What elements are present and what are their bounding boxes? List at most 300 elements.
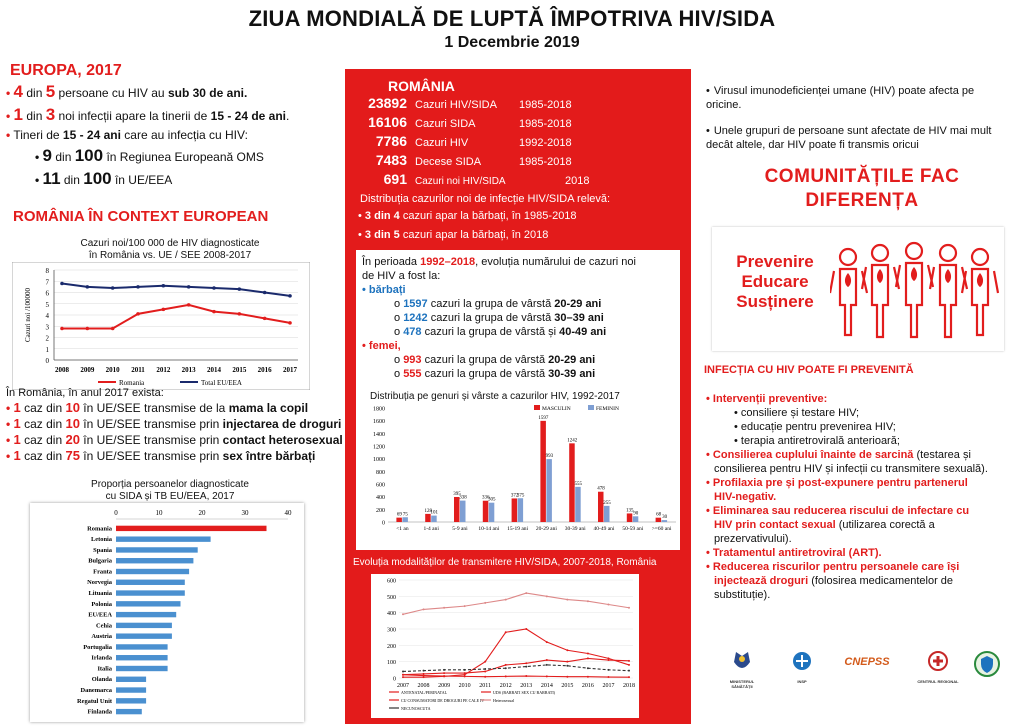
bar-bulgaria bbox=[116, 558, 193, 563]
category-label: 40-49 ani bbox=[593, 526, 615, 532]
x-tick-label: 2010 bbox=[458, 683, 471, 689]
data-label: 305 bbox=[488, 497, 496, 503]
stat-years: 1985-2018 bbox=[519, 99, 572, 111]
prevention-heading: INFECȚIA CU HIV POATE FI PREVENITĂ bbox=[704, 364, 914, 376]
data-label: 30 bbox=[662, 515, 668, 521]
data-point bbox=[525, 628, 527, 630]
x-tick-label: 40 bbox=[284, 509, 292, 517]
stat-number: 691 bbox=[383, 171, 407, 187]
data-point bbox=[546, 659, 548, 661]
legend-label: CU CONSUMATORI DE DROGURI PE CALE IV bbox=[401, 698, 485, 703]
y-tick-label: 800 bbox=[376, 469, 385, 476]
category-label: Olanda bbox=[91, 676, 112, 684]
page-date: 1 Decembrie 2019 bbox=[444, 34, 580, 51]
data-point bbox=[566, 649, 568, 651]
bar-cehia bbox=[116, 623, 172, 628]
data-point bbox=[187, 303, 191, 307]
men-label: • bărbați bbox=[362, 284, 406, 296]
bar-feminin bbox=[633, 516, 639, 522]
data-label: 336 bbox=[482, 495, 490, 501]
romania-2017-intro: În România, în anul 2017 exista: bbox=[6, 387, 164, 399]
stat-number: 16106 bbox=[368, 114, 407, 130]
data-label: 1242 bbox=[567, 438, 578, 444]
x-tick-label: 2008 bbox=[55, 366, 69, 374]
x-tick-label: 2011 bbox=[479, 683, 492, 689]
x-tick-label: 2014 bbox=[207, 366, 221, 374]
paper-people-ribbons-illustration bbox=[830, 235, 1000, 343]
romania-fact-1: • 1 caz din 10 în UE/SEE transmise de la mama la copil bbox=[6, 400, 309, 415]
category-label: Lituania bbox=[88, 589, 112, 597]
sublist-item: • terapia antiretrovirală anterioară; bbox=[734, 435, 900, 447]
y-tick-label: 200 bbox=[376, 507, 385, 514]
romania-fact-4: • 1 caz din 75 în UE/SEE transmise prin sex între bărbați bbox=[6, 448, 316, 463]
data-point bbox=[525, 592, 527, 594]
category-label: Italia bbox=[97, 665, 112, 673]
y-tick-label: 5 bbox=[45, 300, 49, 309]
europa-heading: EUROPA, 2017 bbox=[10, 62, 122, 79]
data-point bbox=[566, 599, 568, 601]
bar-feminin bbox=[604, 506, 610, 522]
category-label: 30-39 ani bbox=[564, 526, 586, 532]
x-tick-label: 2016 bbox=[581, 683, 594, 689]
legend-swatch bbox=[534, 405, 540, 410]
y-tick-label: 400 bbox=[376, 495, 385, 502]
y-tick-label: 1400 bbox=[373, 431, 385, 438]
bar-masculin bbox=[454, 497, 460, 522]
bar-masculin bbox=[627, 513, 633, 522]
data-point bbox=[443, 669, 445, 671]
category-label: 15-19 ani bbox=[507, 526, 529, 532]
romania-stats-list bbox=[347, 95, 589, 190]
category-label: Spania bbox=[93, 546, 112, 554]
data-point bbox=[423, 673, 425, 675]
romania-heading: ROMÂNIA bbox=[388, 78, 455, 94]
europa-fact-1: • 4 din 5 persoane cu HIV au sub 30 de ani. bbox=[6, 82, 248, 101]
category-label: Cehia bbox=[96, 622, 112, 630]
bar-portugalia bbox=[116, 644, 168, 649]
data-point bbox=[60, 327, 64, 331]
data-point bbox=[162, 284, 166, 288]
data-point bbox=[484, 661, 486, 663]
distrib-fact-1: • 3 din 4 cazuri apar la bărbați, în 1985-2018 bbox=[358, 210, 577, 222]
category-label: 1-4 ani bbox=[423, 526, 439, 532]
age-row: o 1242 cazuri la grupa de vârstă 30–39 ani bbox=[394, 312, 604, 324]
bar-masculin bbox=[656, 518, 662, 522]
bar-feminin bbox=[460, 501, 466, 522]
bar-masculin bbox=[540, 421, 546, 522]
data-label: 68 bbox=[656, 512, 662, 518]
data-point bbox=[525, 662, 527, 664]
data-point bbox=[484, 676, 486, 678]
data-point bbox=[443, 607, 445, 609]
x-tick-label: 20 bbox=[198, 509, 206, 517]
stat-row bbox=[347, 114, 589, 133]
legend-label: UDS (BARBATI SEX CU BARBATI) bbox=[493, 690, 556, 695]
bar-masculin bbox=[512, 498, 517, 522]
communities-heading: COMUNITĂȚILE FAC DIFERENȚA bbox=[764, 166, 960, 211]
data-point bbox=[162, 308, 166, 312]
legend-label: MASCULIN bbox=[542, 406, 571, 412]
x-tick-label: 2018 bbox=[623, 683, 635, 689]
y-tick-label: 3 bbox=[45, 323, 49, 332]
category-label: Polonia bbox=[91, 600, 112, 608]
x-tick-label: 2013 bbox=[520, 683, 533, 689]
bar-danemarca bbox=[116, 687, 146, 692]
data-point bbox=[464, 605, 466, 607]
category-label: 20-29 ani bbox=[535, 526, 557, 532]
stat-row bbox=[347, 133, 589, 152]
legend-label: Romania bbox=[119, 379, 145, 387]
y-tick-label: 8 bbox=[45, 267, 49, 275]
right-para-1: • Virusul imunodeficienței umane (HIV) poate afecta pe oricine. bbox=[706, 85, 975, 111]
data-point bbox=[212, 286, 216, 290]
category-label: Letonia bbox=[91, 536, 112, 544]
prevention-words: Prevenire Educare Susținere bbox=[736, 252, 814, 311]
data-point bbox=[505, 631, 507, 633]
y-tick-label: 600 bbox=[387, 578, 396, 585]
stat-years: 1985-2018 bbox=[519, 156, 572, 168]
category-label: Portugalia bbox=[83, 643, 112, 651]
data-point bbox=[86, 285, 90, 289]
data-label: 338 bbox=[459, 495, 467, 501]
x-tick-label: 2017 bbox=[602, 683, 615, 689]
x-tick-label: 2012 bbox=[156, 366, 171, 374]
data-point bbox=[212, 310, 216, 314]
y-tick-label: 4 bbox=[45, 312, 49, 320]
data-label: 478 bbox=[597, 486, 605, 492]
romania-fact-2: • 1 caz din 10 în UE/SEE transmise prin injectarea de droguri bbox=[6, 416, 342, 431]
stat-label: Cazuri HIV bbox=[415, 137, 469, 149]
series-line bbox=[403, 665, 629, 672]
y-tick-label: 600 bbox=[376, 482, 385, 489]
stat-years: 1992-2018 bbox=[519, 137, 572, 149]
stat-label: Cazuri HIV/SIDA bbox=[415, 99, 497, 111]
x-tick-label: 30 bbox=[241, 509, 249, 517]
y-tick-label: 0 bbox=[393, 676, 396, 683]
women-list bbox=[394, 354, 595, 382]
bar-feminin bbox=[546, 459, 552, 522]
x-tick-label: 2009 bbox=[80, 366, 95, 374]
bar-regatulunit bbox=[116, 698, 146, 703]
distrib-intro: Distribuția cazurilor noi de infecție HIV/SIDA relevă: bbox=[360, 193, 611, 205]
hiv-new-cases-line-chart bbox=[12, 262, 310, 390]
category-label: Danemarca bbox=[80, 686, 112, 694]
category-label: Bulgaria bbox=[88, 557, 112, 565]
y-tick-label: 1600 bbox=[373, 419, 385, 426]
category-label: EU/EEA bbox=[88, 611, 112, 619]
stat-number: 23892 bbox=[368, 95, 407, 111]
bar-lituania bbox=[116, 590, 185, 595]
logos-row bbox=[716, 650, 1016, 690]
x-tick-label: 10 bbox=[155, 509, 163, 517]
y-tick-label: 1200 bbox=[373, 444, 385, 451]
data-label: 555 bbox=[574, 481, 582, 487]
data-point bbox=[607, 657, 609, 659]
x-tick-label: 2012 bbox=[499, 683, 512, 689]
sublist-item: • consiliere și testare HIV; bbox=[734, 407, 860, 419]
data-point bbox=[60, 282, 64, 286]
transmission-line-chart bbox=[371, 574, 639, 718]
x-tick-label: 2011 bbox=[131, 366, 145, 374]
bar-romania bbox=[116, 526, 267, 531]
stat-label: Cazuri SIDA bbox=[415, 118, 476, 130]
age-row: o 993 cazuri la grupa de vârstă 20-29 ani bbox=[394, 354, 596, 366]
x-tick-label: 2007 bbox=[397, 683, 409, 689]
data-label: 90 bbox=[633, 511, 639, 517]
data-point bbox=[484, 602, 486, 604]
series-line bbox=[403, 658, 629, 674]
data-point bbox=[566, 665, 568, 667]
data-point bbox=[607, 676, 609, 678]
data-point bbox=[525, 666, 527, 668]
bar-feminin bbox=[402, 517, 408, 522]
y-tick-label: 500 bbox=[387, 594, 396, 601]
data-point bbox=[587, 667, 589, 669]
y-tick-label: 0 bbox=[45, 357, 49, 365]
data-point bbox=[587, 600, 589, 602]
sublist-item: • educație pentru prevenirea HIV; bbox=[734, 421, 896, 433]
x-tick-label: 2015 bbox=[561, 683, 574, 689]
category-label: Austria bbox=[91, 633, 112, 641]
period-intro-2: de HIV a fost la: bbox=[362, 270, 441, 282]
prevention-list: • Intervenții preventive: • consiliere și testare HIV; • educație pentru prevenirea HIV; • terapia antiretrovirală anterioară; • Consilierea cuplului înainte de sarcină (testarea și consilierea pentru HIV și infecții cu transmitere sexuală). • Profilaxia pre și post-expunere pentru partenerul HIV-negativ. • Eliminarea sau reducerea riscului de infectare cu HIV prin contact sexual (utilizarea corectă a prezervativului). • Tratamentul antiretroviral (ART). • Reducerea riscurilor pentru persoanele care își injectează droguri (folosirea medicamentelor de substituție). bbox=[706, 392, 1016, 602]
data-point bbox=[443, 672, 445, 674]
bar-masculin bbox=[396, 518, 402, 522]
data-point bbox=[628, 607, 630, 609]
data-point bbox=[484, 668, 486, 670]
bar-irlanda bbox=[116, 655, 168, 660]
y-tick-label: 400 bbox=[387, 611, 396, 618]
bar-polonia bbox=[116, 601, 181, 606]
ministry-logo: MINISTERUL SĂNĂTĂȚII bbox=[722, 650, 762, 689]
data-point bbox=[464, 669, 466, 671]
age-gender-bar-chart bbox=[358, 402, 680, 544]
europa-fact-2: • 1 din 3 noi infecții apare la tinerii de 15 - 24 de ani. bbox=[6, 105, 290, 124]
data-point bbox=[111, 327, 115, 331]
data-point bbox=[464, 674, 466, 676]
insp-logo: INSP bbox=[780, 650, 824, 684]
data-point bbox=[423, 670, 425, 672]
data-label: 395 bbox=[453, 491, 461, 497]
bar-eueea bbox=[116, 612, 176, 617]
bar-franta bbox=[116, 569, 189, 574]
legend-label: ANTENATAL/PERINATAL bbox=[401, 690, 448, 695]
data-point bbox=[587, 676, 589, 678]
category-label: Finlanda bbox=[87, 708, 112, 716]
data-point bbox=[187, 285, 191, 289]
category-label: Norvegia bbox=[87, 579, 112, 587]
bar-feminin bbox=[431, 516, 437, 522]
europa-fact-3: • Tineri de 15 - 24 ani care au infecția cu HIV: bbox=[6, 128, 248, 142]
stat-label: Cazuri noi HIV/SIDA bbox=[415, 176, 506, 187]
data-point bbox=[263, 291, 267, 295]
data-label: 135 bbox=[626, 508, 634, 514]
data-point bbox=[402, 676, 404, 678]
transmission-title: Evoluția modalităților de transmitere HIV/SIDA, 2007-2018, România bbox=[353, 557, 657, 568]
data-point bbox=[607, 669, 609, 671]
data-point bbox=[505, 599, 507, 601]
data-point bbox=[566, 676, 568, 678]
data-point bbox=[505, 667, 507, 669]
y-tick-label: 200 bbox=[387, 643, 396, 650]
data-point bbox=[587, 657, 589, 659]
y-axis-label: Cazuri noi /100000 bbox=[24, 287, 32, 343]
data-point bbox=[505, 675, 507, 677]
data-point bbox=[587, 653, 589, 655]
x-tick-label: 2013 bbox=[181, 366, 196, 374]
data-point bbox=[238, 287, 242, 291]
line-chart-title: Cazuri noi/100 000 de HIV diagnosticate în România vs. UE / SEE 2008-2017 bbox=[80, 238, 260, 261]
women-label: • femei, bbox=[362, 340, 401, 352]
data-point bbox=[566, 661, 568, 663]
data-point bbox=[136, 312, 140, 316]
bar-olanda bbox=[116, 677, 146, 682]
x-tick-label: 2016 bbox=[257, 366, 272, 374]
data-point bbox=[402, 613, 404, 615]
distrib-fact-2: • 3 din 5 cazuri apar la bărbați, în 2018 bbox=[358, 229, 549, 241]
stat-number: 7483 bbox=[375, 152, 407, 168]
aids-tb-bar-chart bbox=[30, 503, 304, 722]
legend-label: Heterosexual bbox=[493, 698, 515, 703]
data-point bbox=[443, 675, 445, 677]
legend-label: Total EU/EEA bbox=[201, 379, 242, 387]
data-point bbox=[525, 675, 527, 677]
bar-feminin bbox=[489, 503, 495, 522]
data-point bbox=[628, 664, 630, 666]
age-row: o 478 cazuri la grupa de vârstă și 40-49 ani bbox=[394, 326, 607, 338]
data-point bbox=[263, 317, 267, 321]
y-tick-label: 6 bbox=[45, 289, 49, 298]
x-tick-label: 2015 bbox=[232, 366, 247, 374]
stat-years: 1985-2018 bbox=[519, 118, 572, 130]
data-point bbox=[136, 285, 140, 289]
stat-row bbox=[347, 95, 589, 114]
europa-fact-4: • 9 din 100 în Regiunea Europeană OMS bbox=[35, 146, 264, 165]
bar-masculin bbox=[483, 501, 489, 522]
romania-fact-3: • 1 caz din 20 în UE/SEE transmise prin contact heterosexual bbox=[6, 432, 343, 447]
data-label: 255 bbox=[603, 500, 611, 506]
category-label: Romania bbox=[87, 525, 112, 533]
data-point bbox=[628, 660, 630, 662]
x-tick-label: 2009 bbox=[438, 683, 451, 689]
age-gender-chart-title: Distribuția pe genuri și vârste a cazurilor HIV, 1992-2017 bbox=[370, 391, 620, 402]
data-point bbox=[505, 664, 507, 666]
bar-italia bbox=[116, 666, 168, 671]
data-label: 69 bbox=[396, 512, 402, 518]
stat-row bbox=[347, 171, 589, 190]
data-point bbox=[607, 604, 609, 606]
stat-label: Decese SIDA bbox=[415, 156, 482, 168]
legend-swatch bbox=[588, 405, 594, 410]
data-point bbox=[546, 641, 548, 643]
data-label: 375 bbox=[516, 493, 525, 499]
data-point bbox=[423, 608, 425, 610]
bar-feminin bbox=[662, 520, 668, 522]
x-tick-label: 2014 bbox=[540, 683, 553, 689]
data-point bbox=[288, 294, 292, 298]
y-tick-label: 7 bbox=[45, 278, 49, 287]
category-label: Irlanda bbox=[91, 654, 112, 662]
category-label: 10-14 ani bbox=[478, 526, 500, 532]
data-point bbox=[111, 286, 115, 290]
data-point bbox=[288, 321, 292, 325]
data-point bbox=[423, 676, 425, 678]
data-label: 101 bbox=[430, 510, 438, 516]
data-point bbox=[484, 670, 486, 672]
data-point bbox=[546, 675, 548, 677]
data-label: 372 bbox=[510, 493, 519, 499]
data-point bbox=[402, 670, 404, 672]
age-row: o 1597 cazuri la grupa de vârstă 20-29 ani bbox=[394, 298, 602, 310]
data-point bbox=[238, 312, 242, 316]
category-label: 50-59 ani bbox=[622, 526, 644, 532]
x-tick-label: 2017 bbox=[283, 366, 297, 374]
data-label: 128 bbox=[424, 508, 432, 514]
stat-number: 7786 bbox=[375, 133, 407, 149]
data-label: 75 bbox=[402, 512, 408, 518]
bar-letonia bbox=[116, 536, 211, 541]
data-point bbox=[86, 327, 90, 331]
data-label: 993 bbox=[545, 454, 554, 460]
data-point bbox=[628, 676, 630, 678]
page-title: ZIUA MONDIALĂ DE LUPTĂ ÎMPOTRIVA HIV/SIDA bbox=[248, 6, 776, 31]
x-tick-label: 0 bbox=[114, 509, 118, 517]
series-line bbox=[403, 629, 629, 677]
y-tick-label: 1 bbox=[45, 345, 49, 354]
y-tick-label: 0 bbox=[382, 520, 385, 527]
data-label: 1597 bbox=[538, 415, 549, 421]
legend-label: NECUNOSCUTA bbox=[401, 706, 431, 711]
data-point bbox=[546, 664, 548, 666]
y-tick-label: 1000 bbox=[373, 457, 385, 464]
y-tick-label: 100 bbox=[387, 660, 396, 667]
bar-feminin bbox=[575, 487, 581, 522]
bar-austria bbox=[116, 633, 172, 638]
bar-finlanda bbox=[116, 709, 142, 714]
shield-logo bbox=[972, 650, 1002, 685]
category-label: >=60 ani bbox=[651, 526, 672, 532]
y-tick-label: 1800 bbox=[373, 406, 385, 413]
bar-feminin bbox=[518, 498, 524, 522]
romania-context-heading: ROMÂNIA ÎN CONTEXT EUROPEAN bbox=[13, 208, 269, 225]
data-point bbox=[402, 674, 404, 676]
bar-norvegia bbox=[116, 580, 185, 585]
bar-spania bbox=[116, 547, 198, 552]
men-list bbox=[394, 298, 606, 340]
right-para-2: • Unele grupuri de persoane sunt afectate de HIV mai mult decât altele, dar HIV poate fi transmis oricui bbox=[706, 125, 992, 151]
crsp-logo: CENTRUL REGIONAL bbox=[916, 650, 960, 684]
stat-years: 2018 bbox=[565, 175, 590, 187]
bar-chart-title: Proporția persoanelor diagnosticate cu SIDA și TB EU/EEA, 2017 bbox=[91, 479, 249, 502]
category-label: 5-9 ani bbox=[452, 526, 468, 532]
data-point bbox=[628, 670, 630, 672]
bar-masculin bbox=[598, 492, 604, 522]
y-tick-label: 2 bbox=[45, 334, 49, 343]
category-label: Regatul Unit bbox=[77, 697, 112, 705]
category-label: Franta bbox=[93, 568, 112, 576]
romania-facts-list bbox=[6, 400, 343, 464]
y-tick-label: 300 bbox=[387, 627, 396, 634]
data-point bbox=[546, 595, 548, 597]
age-row: o 555 cazuri la grupa de vârstă 30-39 ani bbox=[394, 368, 596, 380]
category-label: <1 an bbox=[396, 526, 409, 532]
legend-label: FEMININ bbox=[596, 406, 619, 412]
x-tick-label: 2010 bbox=[105, 366, 120, 374]
europa-fact-5: • 11 din 100 în UE/EEA bbox=[35, 169, 173, 188]
x-tick-label: 2008 bbox=[417, 683, 430, 689]
cnepss-logo: CNEPSS bbox=[844, 656, 890, 668]
period-intro-1: În perioada 1992–2018, evoluția numărului de cazuri noi bbox=[362, 256, 636, 268]
